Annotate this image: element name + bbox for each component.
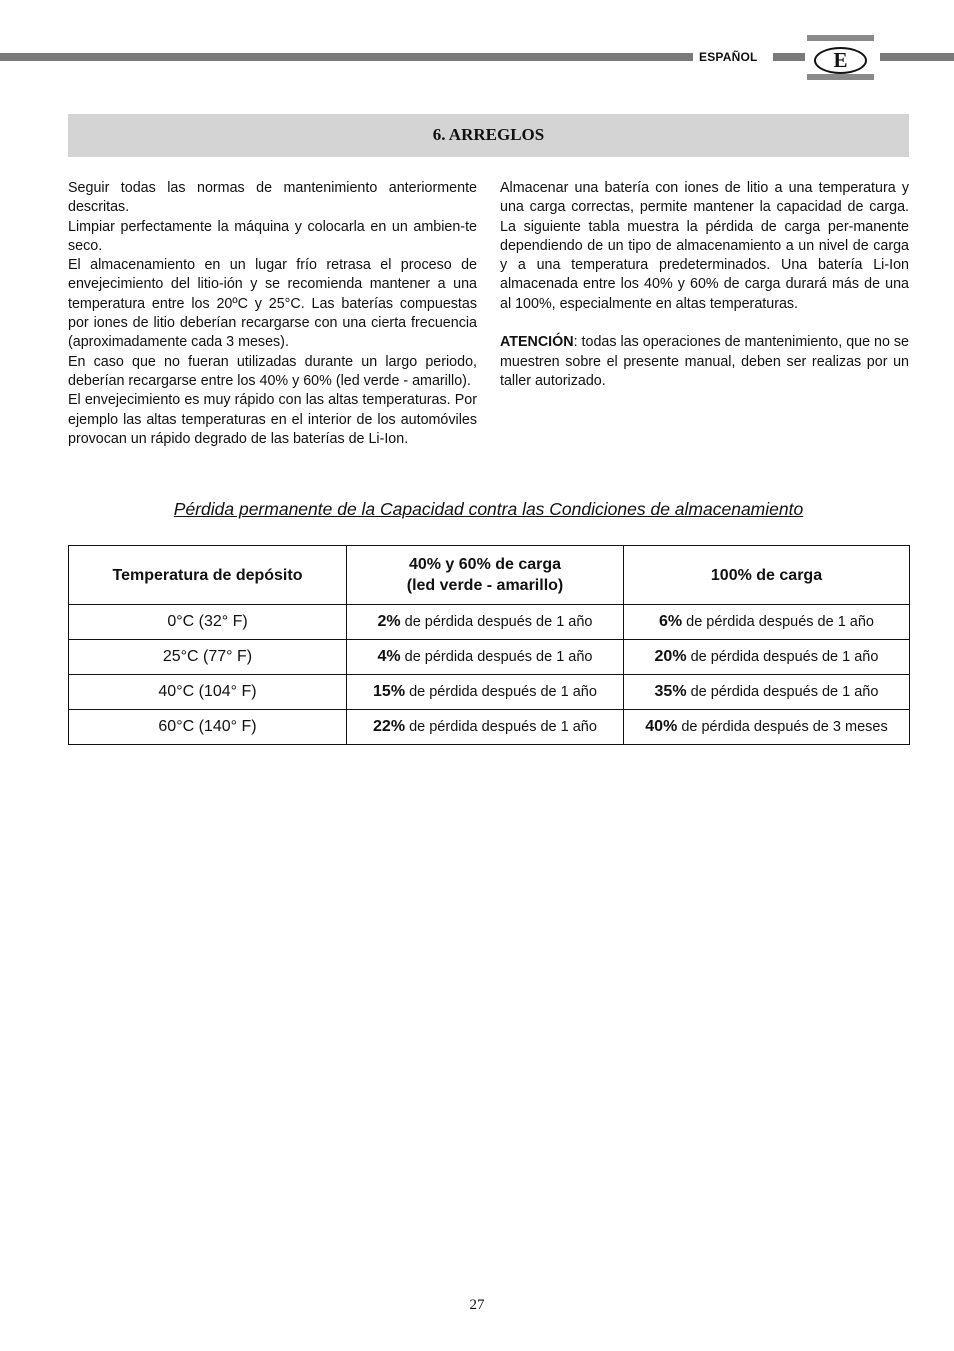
header-rule-right: [880, 53, 954, 61]
temperature-cell: 0°C (32° F): [69, 605, 347, 640]
attention-note: [500, 333, 909, 391]
header-rule-left: [0, 53, 693, 61]
badge-letter: E: [814, 47, 867, 74]
paragraph: Limpiar perfectamente la máquina y colocarla en un ambien-te seco.: [68, 218, 477, 254]
partial-loss-cell: 4% de pérdida después de 1 año: [347, 640, 624, 675]
table-row: [69, 710, 910, 745]
partial-loss-cell: 2% de pérdida después de 1 año: [347, 605, 624, 640]
section-title: 6. ARREGLOS: [68, 114, 909, 157]
language-label: ESPAÑOL: [699, 50, 758, 64]
paragraph: En caso que no fueran utilizadas durante un largo periodo, deberían recargarse entre los 40% y 60% (led verde - amarillo).: [68, 353, 477, 389]
table-row: [69, 605, 910, 640]
left-column: [68, 179, 477, 449]
header-partial-charge: [347, 546, 624, 605]
table-header-row: [69, 546, 910, 605]
attention-label: ATENCIÓN: [500, 334, 574, 351]
temperature-cell: 60°C (140° F): [69, 710, 347, 745]
table-row: [69, 640, 910, 675]
paragraph: Seguir todas las normas de mantenimiento anteriormente descritas.: [68, 180, 477, 216]
table-title: Pérdida permanente de la Capacidad contra las Condiciones de almacenamiento: [173, 499, 804, 519]
paragraph: El almacenamiento en un lugar frío retrasa el proceso de envejecimiento del litio-ión y se recomienda mantener a una temperatura entre los 20ºC y 25°C. Las baterías compuestas por iones de litio deberían recargarse con una cierta frecuencia (aproximadamente cada 3 meses).: [68, 257, 477, 351]
partial-loss-cell: 22% de pérdida después de 1 año: [347, 710, 624, 745]
attention-text: : todas las operaciones de mantenimiento, que no se muestren sobre el presente manual, deben ser realizas por un taller autorizado.: [500, 334, 910, 389]
header-partial-line2: (led verde - amarillo): [406, 577, 564, 594]
header-full-charge: 100% de carga: [624, 546, 910, 605]
right-column: [500, 179, 909, 391]
partial-loss-cell: 15% de pérdida después de 1 año: [347, 675, 624, 710]
page-number: 27: [469, 1297, 485, 1313]
header-temperature: Temperatura de depósito: [69, 546, 347, 605]
paragraph: Almacenar una batería con iones de litio a una temperatura y una carga correctas, permite mantener la capacidad de carga. La siguiente tabla muestra la pérdida de carga per-manente dependiendo de un tipo de almacenamiento a un nivel de carga y a una temperatura predeterminados. Una batería Li-Ion almacenada entre los 40% y 60% de carga durará más de una al 100%, especialmente en altas temperaturas.: [500, 180, 909, 312]
full-loss-cell: 6% de pérdida después de 1 año: [624, 605, 910, 640]
badge-inner: [807, 41, 874, 74]
language-badge: [807, 35, 874, 80]
table-row: [69, 675, 910, 710]
full-loss-cell: 20% de pérdida después de 1 año: [624, 640, 910, 675]
header-partial-line1: 40% y 60% de carga: [408, 556, 562, 573]
temperature-cell: 40°C (104° F): [69, 675, 347, 710]
header-rule-mid: [773, 53, 805, 61]
paragraph: El envejecimiento es muy rápido con las altas temperaturas. Por ejemplo las altas temperaturas en el interior de los automóviles provocan un rápido degrado de las baterías de Li-Ion.: [68, 392, 477, 447]
full-loss-cell: 35% de pérdida después de 1 año: [624, 675, 910, 710]
full-loss-cell: 40% de pérdida después de 3 meses: [624, 710, 910, 745]
capacity-loss-table: [68, 545, 910, 745]
temperature-cell: 25°C (77° F): [69, 640, 347, 675]
